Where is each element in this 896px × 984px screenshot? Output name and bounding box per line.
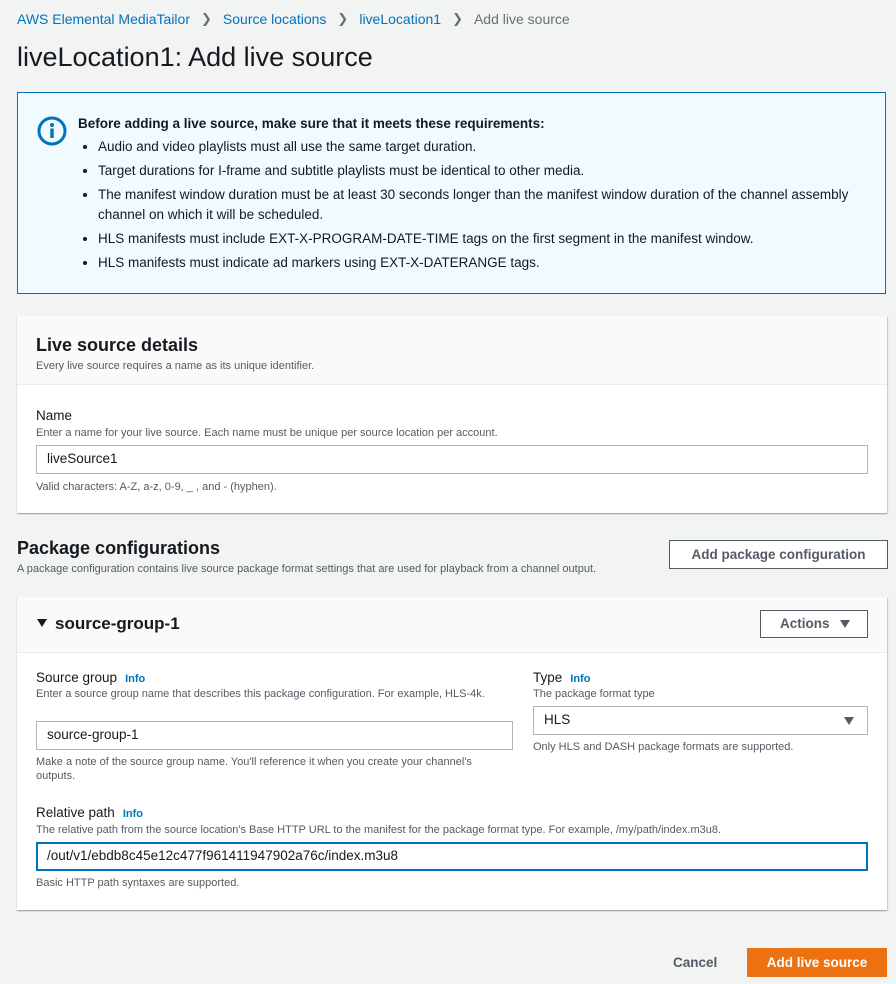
relative-path-hint: Basic HTTP path syntaxes are supported. — [36, 877, 240, 889]
caret-down-icon[interactable] — [37, 619, 47, 627]
chevron-right-icon: ❯ — [201, 11, 212, 26]
cancel-button[interactable]: Cancel — [673, 955, 718, 970]
package-configurations-title: Package configurations — [17, 538, 221, 558]
source-group-description: Enter a source group name that describes this package configuration. For example, HLS-4k. — [36, 688, 485, 700]
actions-button[interactable] — [760, 610, 868, 638]
page-title: liveLocation1: Add live source — [17, 42, 373, 72]
relative-path-label: Relative path — [36, 805, 115, 820]
package-configurations-description: A package configuration contains live source package format settings that are used for playback from a channel output. — [17, 563, 597, 575]
live-source-details-description: Every live source requires a name as its unique identifier. — [36, 360, 315, 372]
name-input[interactable]: liveSource1 — [36, 445, 868, 474]
name-label: Name — [36, 408, 73, 423]
requirements-list — [78, 137, 858, 273]
source-group-header[interactable] — [17, 597, 887, 653]
source-group-title: source-group-1 — [55, 614, 180, 633]
info-icon — [37, 116, 67, 146]
breadcrumb-current: Add live source — [473, 11, 570, 27]
caret-down-icon — [840, 620, 850, 628]
panel-header — [17, 316, 887, 385]
type-description: The package format type — [533, 688, 655, 700]
breadcrumb — [17, 11, 570, 27]
type-hint: Only HLS and DASH package formats are supported. — [533, 741, 794, 753]
source-group-label: Source group — [36, 670, 118, 685]
actions-label: Actions — [780, 616, 830, 631]
live-source-details-title: Live source details — [36, 335, 199, 355]
type-label-row — [533, 670, 590, 685]
requirement-item: • Audio and video playlists must all use the same target duration. — [98, 137, 858, 157]
relative-path-description: The relative path from the source location's Base HTTP URL to the manifest for the package format type. For example, /my/path/index.m3u8. — [36, 824, 722, 836]
requirement-item: • Target durations for I-frame and subtitle playlists must be identical to other media. — [98, 161, 858, 181]
requirement-item: • HLS manifests must include EXT-X-PROGRAM-DATE-TIME tags on the first segment in the manifest window. — [98, 229, 858, 249]
breadcrumb-source-locations-link[interactable]: Source locations — [222, 11, 327, 27]
type-label: Type — [533, 670, 563, 685]
relative-path-label-row — [36, 805, 143, 820]
requirements-alert — [17, 92, 886, 294]
add-package-configuration-button[interactable]: Add package configuration — [669, 540, 888, 569]
caret-down-icon — [844, 717, 854, 725]
type-select[interactable] — [533, 706, 868, 735]
chevron-right-icon: ❯ — [452, 11, 463, 26]
name-description: Enter a name for your live source. Each name must be unique per source location per account. — [36, 427, 498, 439]
requirement-item: • HLS manifests must indicate ad markers using EXT-X-DATERANGE tags. — [98, 253, 858, 273]
requirement-item: • The manifest window duration must be at least 30 seconds longer than the manifest window duration of the channel assembly channel on which it will be scheduled. — [98, 185, 858, 225]
add-live-source-button[interactable]: Add live source — [747, 948, 887, 977]
source-group-panel — [17, 597, 887, 910]
relative-path-input[interactable]: /out/v1/ebdb8c45e12c477f961411947902a76c/index.m3u8 — [36, 842, 868, 871]
live-source-details-panel — [17, 316, 887, 513]
breadcrumb-livelocation-link[interactable]: liveLocation1 — [359, 11, 442, 27]
source-group-input[interactable]: source-group-1 — [36, 721, 513, 750]
type-selected-value: HLS — [544, 712, 571, 727]
relative-path-info-link[interactable]: Info — [122, 808, 143, 820]
source-group-info-link[interactable]: Info — [125, 673, 146, 685]
chevron-right-icon: ❯ — [337, 11, 349, 26]
alert-heading: Before adding a live source, make sure that it meets these requirements: — [78, 116, 545, 131]
source-group-hint: Make a note of the source group name. You'll reference it when you create your channel's outputs. — [36, 756, 472, 782]
breadcrumb-mediatailor-link[interactable]: AWS Elemental MediaTailor — [17, 11, 190, 27]
type-info-link[interactable]: Info — [570, 673, 591, 685]
name-hint: Valid characters: A-Z, a-z, 0-9, _ , and - (hyphen). — [36, 481, 277, 493]
source-group-label-row — [36, 670, 145, 685]
